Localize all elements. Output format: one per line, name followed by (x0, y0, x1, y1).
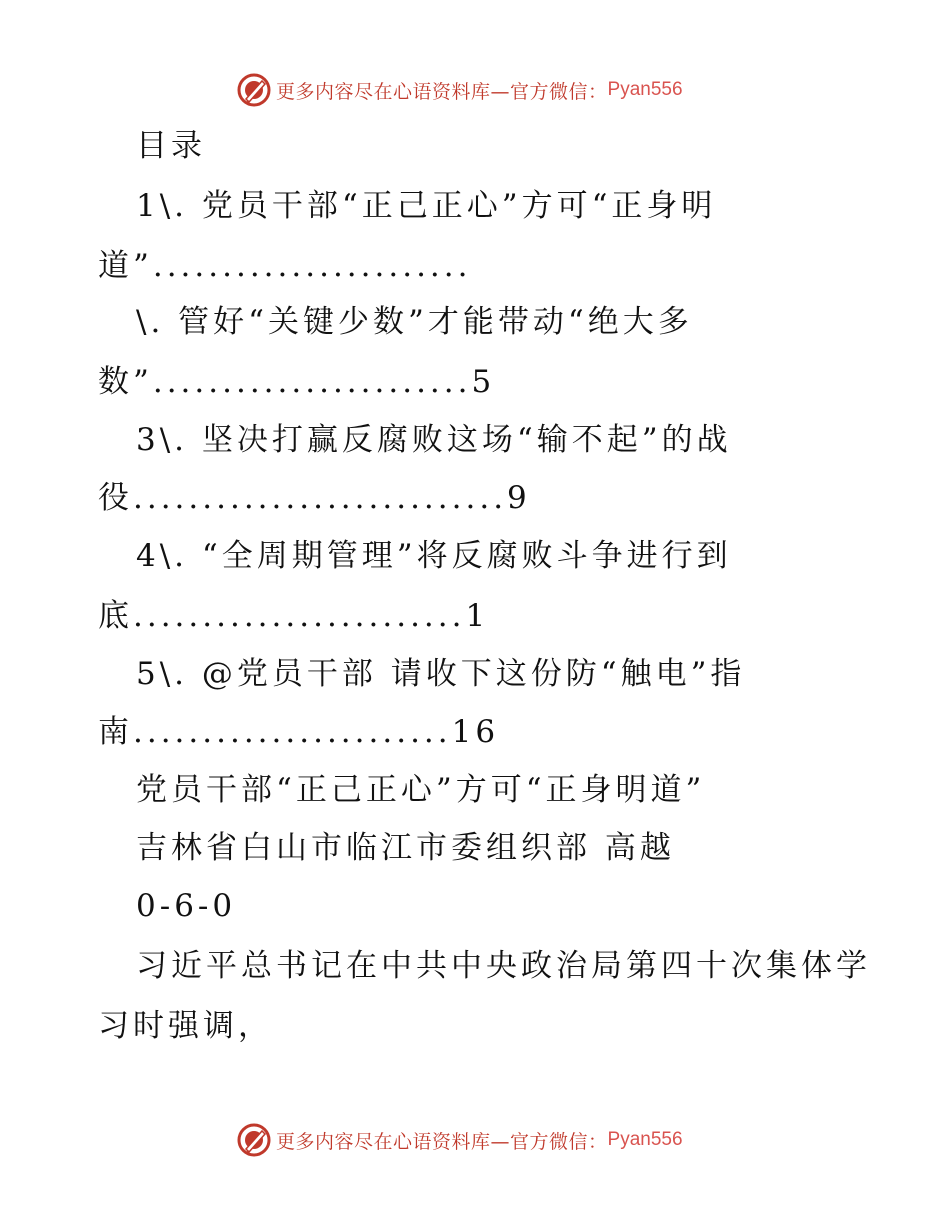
toc-heading: 目录 (136, 128, 206, 164)
article-date: 0-6-0 (136, 888, 237, 924)
toc-entry-3-line2: 役...........................9 (98, 480, 531, 516)
toc-entry-2-line1: \. 管好“关键少数”才能带动“绝大多 (136, 304, 693, 340)
toc-entry-4-line1: 4\. “全周期管理”将反腐败斗争进行到 (136, 538, 732, 574)
toc-entry-1-line2: 道”....................... (98, 248, 472, 284)
watermark-wechat-id: Pyan556 (607, 1129, 683, 1150)
toc-entry-3-line1: 3\. 坚决打赢反腐败这场“输不起”的战 (136, 422, 732, 458)
watermark-text: 更多内容尽在心语资料库—官方微信： (276, 80, 608, 103)
header-watermark (236, 72, 683, 108)
watermark-wechat-id: Pyan556 (607, 79, 683, 100)
toc-entry-1-line1: 1\. 党员干部“正己正心”方可“正身明 (136, 188, 717, 224)
watermark-text: 更多内容尽在心语资料库—官方微信： (276, 1130, 608, 1153)
body-paragraph-line1: 习近平总书记在中共中央政治局第四十次集体学 (136, 948, 871, 984)
toc-entry-5-line1: 5\. @党员干部 请收下这份防“触电”指 (136, 656, 746, 692)
article-author: 吉林省白山市临江市委组织部 高越 (136, 830, 675, 866)
toc-entry-5-line2: 南.......................16 (98, 714, 500, 750)
pen-seal-icon (236, 1122, 272, 1158)
footer-watermark (236, 1122, 683, 1158)
pen-seal-icon (236, 72, 272, 108)
body-paragraph-line2: 习时强调， (98, 1008, 273, 1044)
article-title: 党员干部“正己正心”方可“正身明道” (136, 772, 706, 808)
toc-entry-2-line2: 数”.......................5 (98, 364, 496, 400)
toc-entry-4-line2: 底........................1 (98, 598, 490, 634)
